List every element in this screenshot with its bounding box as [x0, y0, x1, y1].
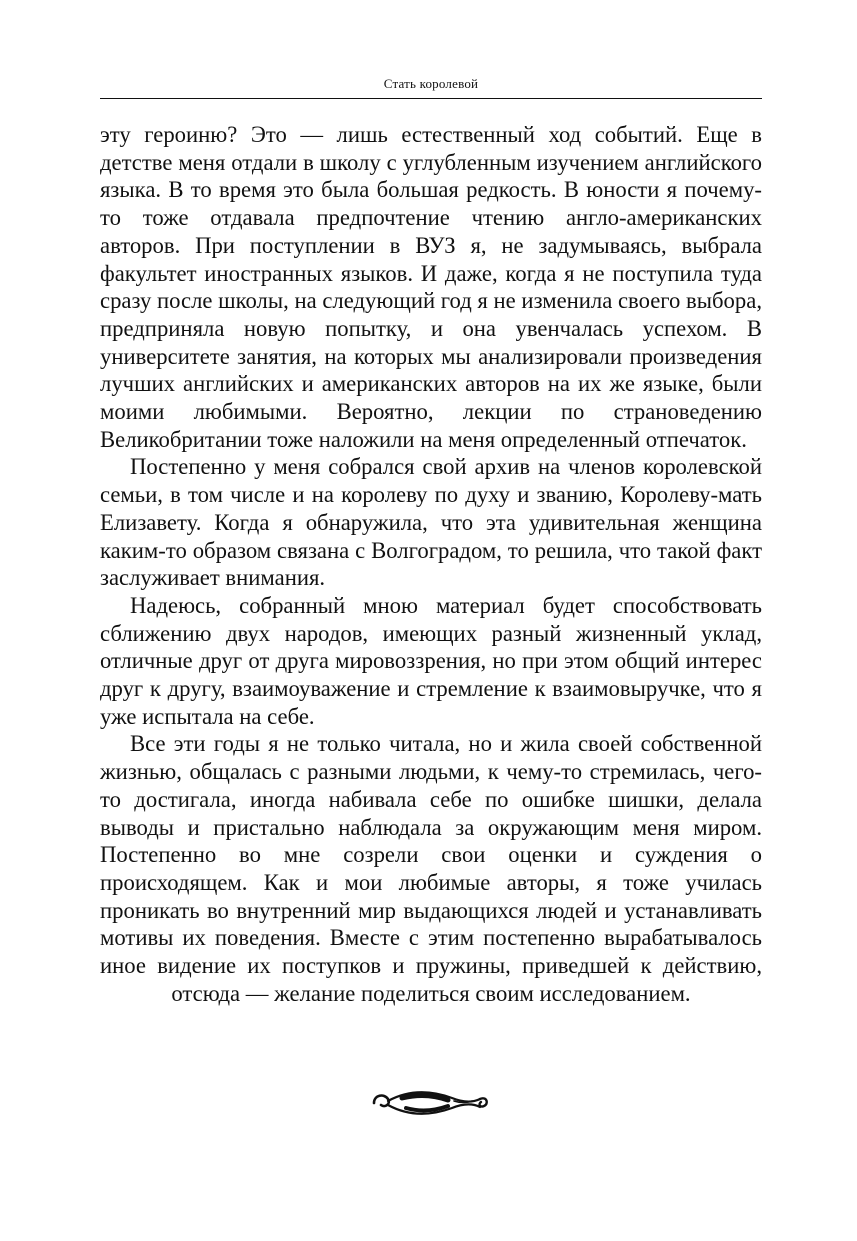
- book-page: [100, 0, 762, 1241]
- paragraph: эту героиню? Это — лишь естественный ход событий. Еще в детстве меня отдали в школу с углубленным изучением английского языка. В то время это была большая редкость. В юности я почему-то тоже отдавала предпочтение чтению англо-американских авторов. При поступлении в ВУЗ я, не задумываясь, выбрала факультет иностранных языков. И даже, когда я не поступила туда сразу после школы, на следующий год я не изменила своего выбора, предприняла новую попытку, и она увенчалась успехом. В университете занятия, на которых мы анализировали произведения лучших английских и американских авторов на их же языке, были моими любимыми. Вероятно, лекции по страноведению Великобритании тоже наложили на меня определенный отпечаток.: [100, 122, 762, 452]
- header-rule: [100, 98, 762, 99]
- body-text: [100, 121, 762, 1008]
- running-head: Стать королевой: [383, 76, 479, 91]
- paragraph: Надеюсь, собранный мною материал будет способствовать сближению двух народов, имеющих разный жизненный уклад, отличные друг от друга мировоззрения, но при этом общий интерес друг к другу, взаимоуважение и стремление к взаимовыручке, что я уже испытала на себе.: [100, 592, 762, 729]
- flourish-ornament-icon: [368, 1086, 490, 1120]
- paragraph: Постепенно у меня собрался свой архив на членов королевской семьи, в том числе и на королеву по духу и званию, Королеву-мать Елизавету. Когда я обнаружила, что эта удивительная женщина каким-то образом связана с Волгоградом, то решила, что такой факт заслуживает внимания.: [100, 454, 762, 591]
- paragraph: Все эти годы я не только читала, но и жила своей собственной жизнью, общалась с разными людьми, к чему-то стремилась, чего-то достигала, иногда набивала себе по ошибке шишки, делала выводы и пристально наблюдала за окружающим меня миром. Постепенно во мне созрели свои оценки и суждения о происходящем. Как и мои любимые авторы, я тоже училась проникать во внутренний мир выдающихся людей и устанавливать мотивы их поведения. Вместе с этим постепенно вырабатывалось иное видение их поступков и пружины, приведшей к действию, отсюда — желание поделиться своим исследованием.: [100, 731, 762, 1006]
